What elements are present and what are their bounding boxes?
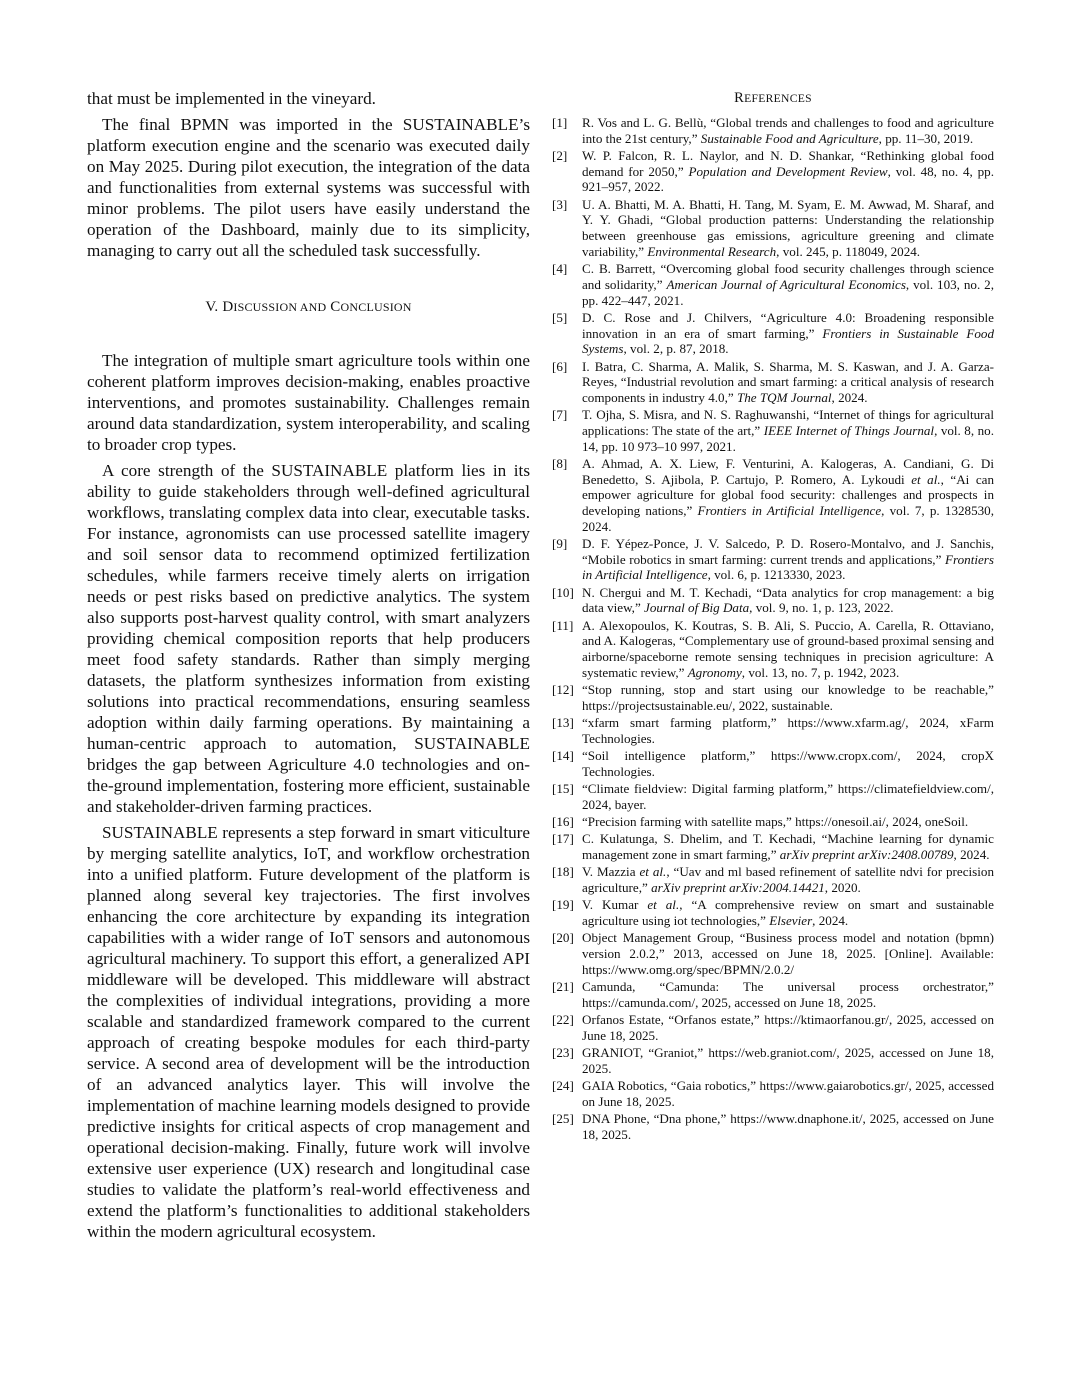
reference-number: [16] [552,814,574,830]
reference-number: [11] [552,617,574,633]
reference-text [582,197,994,260]
section-title-1-rest: ISCUSSION AND [233,300,327,314]
reference-pre: I. Batra, C. Sharma, A. Malik, S. Sharma, M. S. Kaswan, and J. A. Garza-Reyes, “Industrial revolution and smart farming: a critical analysis of research components in industry 4.0,” [582,358,994,405]
reference-text [582,1111,994,1142]
reference-pre: A. Alexopoulos, K. Koutras, S. B. Ali, S. Puccio, A. Carella, R. Ottaviano, and A. Kalogeras, “Complementary use of ground-based proximal sensing and airborne/spaceborne remote sensing techniques in precision agriculture: A systematic review,” [582,617,994,680]
reference-text [582,831,994,862]
reference-item [552,310,994,357]
reference-item [552,715,994,746]
left-column [87,88,530,1247]
reference-item [552,536,994,583]
reference-pre: Orfanos Estate, “Orfanos estate,” https://ktimaorfanou.gr/, 2025, accessed on June 18, 2025. [582,1012,994,1043]
reference-post: , vol. 9, no. 1, p. 123, 2022. [749,600,894,616]
reference-text [582,1045,994,1076]
reference-post: , “A comprehensive review on smart and sustainable agriculture using iot technologies,” [582,897,994,929]
reference-venue: et al. [647,897,680,913]
reference-number: [9] [552,536,568,552]
reference-post: , vol. 245, p. 118049, 2024. [776,243,921,259]
reference-pre: V. Kumar [582,897,648,913]
reference-post: , vol. 48, no. 4, pp. 921–957, 2022. [582,163,994,195]
reference-number: [15] [552,781,574,797]
references-heading-initial: R [734,90,745,106]
reference-item [552,864,994,895]
reference-text [582,1012,994,1043]
reference-item [552,897,994,928]
reference-number: [23] [552,1045,574,1061]
reference-post: , “Uav and ml based refinement of satellite ndvi for precision agriculture,” [582,864,994,896]
reference-post2: , 2024. [812,913,849,929]
reference-text [582,682,994,713]
section-number: V. [205,299,219,315]
section-title-2-rest: ONCLUSION [340,300,412,314]
paragraph-integration: The integration of multiple smart agriculture tools within one coherent platform improves decision-making, enables proactive interventions, and promotes sustainability. Challenges remain around data standardization, system interoperability, and scaling to broader crop types. [87,351,530,454]
reference-post: , “Ai can empower agriculture for global food security: challenges and prospects in developing nations,” [582,471,994,519]
reference-pre: “Precision farming with satellite maps,” https://onesoil.ai/, 2024, oneSoil. [582,814,969,830]
reference-pre: “xfarm smart farming platform,” https://www.xfarm.ag/, 2024, xFarm Technologies. [582,715,994,746]
reference-item [552,1111,994,1142]
reference-text [582,148,994,195]
right-column [552,88,994,1144]
reference-number: [19] [552,897,574,913]
reference-venue: et al. [911,471,941,487]
reference-number: [6] [552,358,568,374]
reference-pre: “Climate fieldview: Digital farming platform,” https://climatefieldview.com/, 2024, bayer. [582,781,994,812]
section-title-1-initial: D [222,299,234,315]
reference-number: [1] [552,115,568,130]
reference-post2: , 2020. [824,880,861,896]
reference-post: , vol. 8, no. 14, pp. 10 973–10 997, 2021. [582,422,994,454]
reference-venue: The TQM Journal [736,389,832,405]
paragraph-future-development: SUSTAINABLE represents a step forward in smart viticulture by merging satellite analytics, IoT, and workflow orchestration into a unified platform. Future development of the platform is planned along several key trajectories. The first involves enhancing the core architecture by expanding its integration capabilities with a wider range of IoT sensors and autonomous agricultural machinery. To support this effort, a generalized API middleware will be developed. This middleware will abstract the complexities of individual integrations, providing a more scalable and standardized framework compared to the current approach of creating bespoke modules for each third-party service. A second area of development will be the introduction of an advanced analytics layer. This will involve the implementation of machine learning models designed to provide predictive insights for critical aspects of crop management and operational decision-making. Finally, future work will involve extensive user experience (UX) research and longitudinal case studies to validate the platform’s real-world effectiveness and extend the platform’s functionalities to additional stakeholders within the modern agricultural ecosystem. [87,823,530,1241]
reference-text [582,748,994,779]
reference-item [552,618,994,681]
reference-text [582,864,994,895]
reference-number: [21] [552,979,574,995]
reference-post: , vol. 13, no. 7, p. 1942, 2023. [741,664,900,680]
reference-text [582,407,994,454]
continuation-text: that must be implemented in the vineyard. [87,89,376,108]
reference-post: , vol. 103, no. 2, pp. 422–447, 2021. [582,276,994,308]
reference-pre: “Soil intelligence platform,” https://www.cropx.com/, 2024, cropX Technologies. [582,748,994,779]
reference-pre: GAIA Robotics, “Gaia robotics,” https://www.gaiarobotics.gr/, 2025, accessed on June 18, 2025. [582,1078,994,1109]
reference-item [552,261,994,308]
reference-pre: U. A. Bhatti, M. A. Bhatti, H. Tang, M. Syam, E. M. Awwad, M. Sharaf, and Y. Y. Ghadi, “Global production patterns: Understanding the relationship between greenhouse gas emissions, agriculture greening and climate variability,” [582,196,994,259]
reference-text [582,115,994,146]
reference-venue: Frontiers in Artificial Intelligence [582,551,994,583]
reference-pre: D. F. Yépez-Ponce, J. V. Salcedo, P. D. Rosero-Montalvo, and J. Sanchis, “Mobile robotics in smart farming: current trends and applications,” [582,536,994,567]
reference-venue2: Elsevier [769,913,813,929]
reference-venue2: arXiv preprint arXiv:2004.14421 [651,880,825,896]
reference-venue: et al. [639,864,667,880]
reference-venue: American Journal of Agricultural Economics [666,276,906,292]
reference-text [582,618,994,681]
reference-number: [3] [552,196,568,212]
reference-item [552,831,994,862]
reference-item [552,148,994,195]
reference-venue2: Frontiers in Artificial Intelligence [697,503,882,519]
reference-pre: “Stop running, stop and start using our knowledge to be reachable,” https://projectsustainable.eu/, 2022, sustainable. [582,682,994,713]
reference-item [552,197,994,260]
reference-number: [5] [552,309,568,325]
reference-pre: Object Management Group, “Business process model and notation (bpmn) version 2.0.2,” 2013, accessed on June 18, 2025. [Online]. Available: https://www.omg.org/spec/BPMN/2.0.2/ [582,930,994,977]
reference-item [552,682,994,713]
reference-pre: R. Vos and L. G. Bellù, “Global trends and challenges to food and agriculture into the 21st century,” [582,115,994,146]
reference-item [552,748,994,779]
reference-number: [12] [552,682,574,698]
reference-text [582,979,994,1010]
reference-number: [20] [552,930,574,946]
reference-pre: Camunda, “Camunda: The universal process orchestrator,” https://camunda.com/, 2025, accessed on June 18, 2025. [582,979,994,1010]
reference-pre: C. B. Barrett, “Overcoming global food security challenges through science and solidarity,” [582,261,994,292]
reference-text [582,814,994,830]
reference-item [552,781,994,812]
section-heading [87,299,530,316]
reference-item [552,359,994,406]
reference-pre: W. P. Falcon, R. L. Naylor, and N. D. Shankar, “Rethinking global food demand for 2050,” [582,148,994,179]
reference-post: , vol. 6, p. 1213330, 2023. [707,567,846,583]
reference-text [582,930,994,977]
reference-item [552,814,994,830]
reference-pre: T. Ojha, S. Misra, and N. S. Raghuwanshi, “Internet of things for agricultural applications: The state of the art,” [582,407,994,438]
reference-venue: Sustainable Food and Agriculture [700,130,879,146]
reference-text [582,456,994,535]
reference-text [582,310,994,357]
reference-pre: V. Mazzia [582,864,640,880]
reference-item [552,115,994,146]
reference-number: [17] [552,831,574,847]
reference-number: [2] [552,148,568,163]
reference-venue: Agronomy [687,664,742,680]
reference-item [552,407,994,454]
references-heading-rest: EFERENCES [744,92,812,105]
reference-post: , 2024. [831,389,868,405]
reference-venue: Population and Development Review [688,163,888,179]
reference-list [552,115,994,1143]
reference-pre: DNA Phone, “Dna phone,” https://www.dnaphone.it/, 2025, accessed on June 18, 2025. [582,1111,994,1142]
reference-number: [24] [552,1078,574,1094]
paragraph-core-strength: A core strength of the SUSTAINABLE platform lies in its ability to guide stakeholders through well-defined agricultural workflows, translating complex data into clear, executable tasks. For instance, agronomists can use processed satellite imagery and soil sensor data to recommend optimized fertilization schedules, while farmers receive timely alerts on irrigation needs or pest risks based on predictive analytics. The system also supports post-harvest quality control, with smart analyzers providing chemical composition reports that help producers meet food safety standards. Rather than simply merging datasets, the platform synthesizes information from existing solutions into practical recommendations, ensuring seamless adoption within daily farming operations. By maintaining a human-centric approach to automation, SUSTAINABLE bridges the gap between Agriculture 4.0 technologies and on-the-ground implementation, fostering more efficient, sustainable and stakeholder-driven farming practices. [87,461,530,816]
reference-text [582,1078,994,1109]
reference-item [552,930,994,977]
reference-post: , vol. 2, p. 87, 2018. [623,341,729,357]
reference-venue: Environmental Research [647,243,777,259]
reference-item [552,979,994,1010]
section-title-2-initial: C [330,299,341,315]
reference-number: [14] [552,748,574,764]
reference-pre: GRANIOT, “Graniot,” https://web.graniot.com/, 2025, accessed on June 18, 2025. [582,1045,994,1076]
reference-number: [22] [552,1012,574,1028]
reference-number: [18] [552,864,574,880]
reference-number: [10] [552,584,574,600]
reference-number: [13] [552,715,574,731]
reference-item [552,456,994,535]
reference-text [582,359,994,406]
reference-item [552,1078,994,1109]
reference-post: , pp. 11–30, 2019. [878,130,974,146]
reference-number: [7] [552,407,568,423]
reference-post2: , vol. 7, p. 1328530, 2024. [582,503,995,534]
reference-pre: C. Kulatunga, S. Dhelim, and T. Kechadi, “Machine learning for dynamic management zone in smart farming,” [582,831,994,863]
reference-text [582,897,994,928]
reference-pre: D. C. Rose and J. Chilvers, “Agriculture 4.0: Broadening responsible innovation in an era of smart farming,” [582,309,994,341]
reference-venue: IEEE Internet of Things Journal [763,422,935,438]
reference-text [582,261,994,308]
reference-venue: Frontiers in Sustainable Food Systems [582,325,995,357]
reference-venue: arXiv preprint arXiv:2408.00789 [779,847,954,863]
reference-number: [25] [552,1111,574,1127]
reference-text [582,536,994,583]
reference-item [552,1012,994,1043]
reference-pre: A. Ahmad, A. X. Liew, F. Venturini, A. Kalogeras, A. Candiani, G. Di Benedetto, S. Ajibola, P. Cartujo, P. Romero, A. Lykoudi [582,455,994,487]
reference-item [552,1045,994,1076]
reference-text [582,585,994,616]
references-heading [552,90,994,107]
reference-number: [8] [552,455,568,471]
reference-text [582,715,994,746]
reference-pre: N. Chergui and M. T. Kechadi, “Data analytics for crop management: a big data view,” [582,584,994,616]
reference-venue: Journal of Big Data [644,600,750,616]
reference-item [552,585,994,616]
reference-number: [4] [552,261,568,277]
paragraph-final-bpmn: The final BPMN was imported in the SUSTAINABLE’s platform execution engine and the scenario was executed daily on May 2025. During pilot execution, the integration of the data and functionalities from external systems was successful with minor problems. The pilot users have easily understand the operation of the Dashboard, mainly due to its simplicity, managing to carry out all the scheduled task successfully. [87,115,530,260]
reference-text [582,781,994,812]
reference-post: , 2024. [953,847,990,863]
